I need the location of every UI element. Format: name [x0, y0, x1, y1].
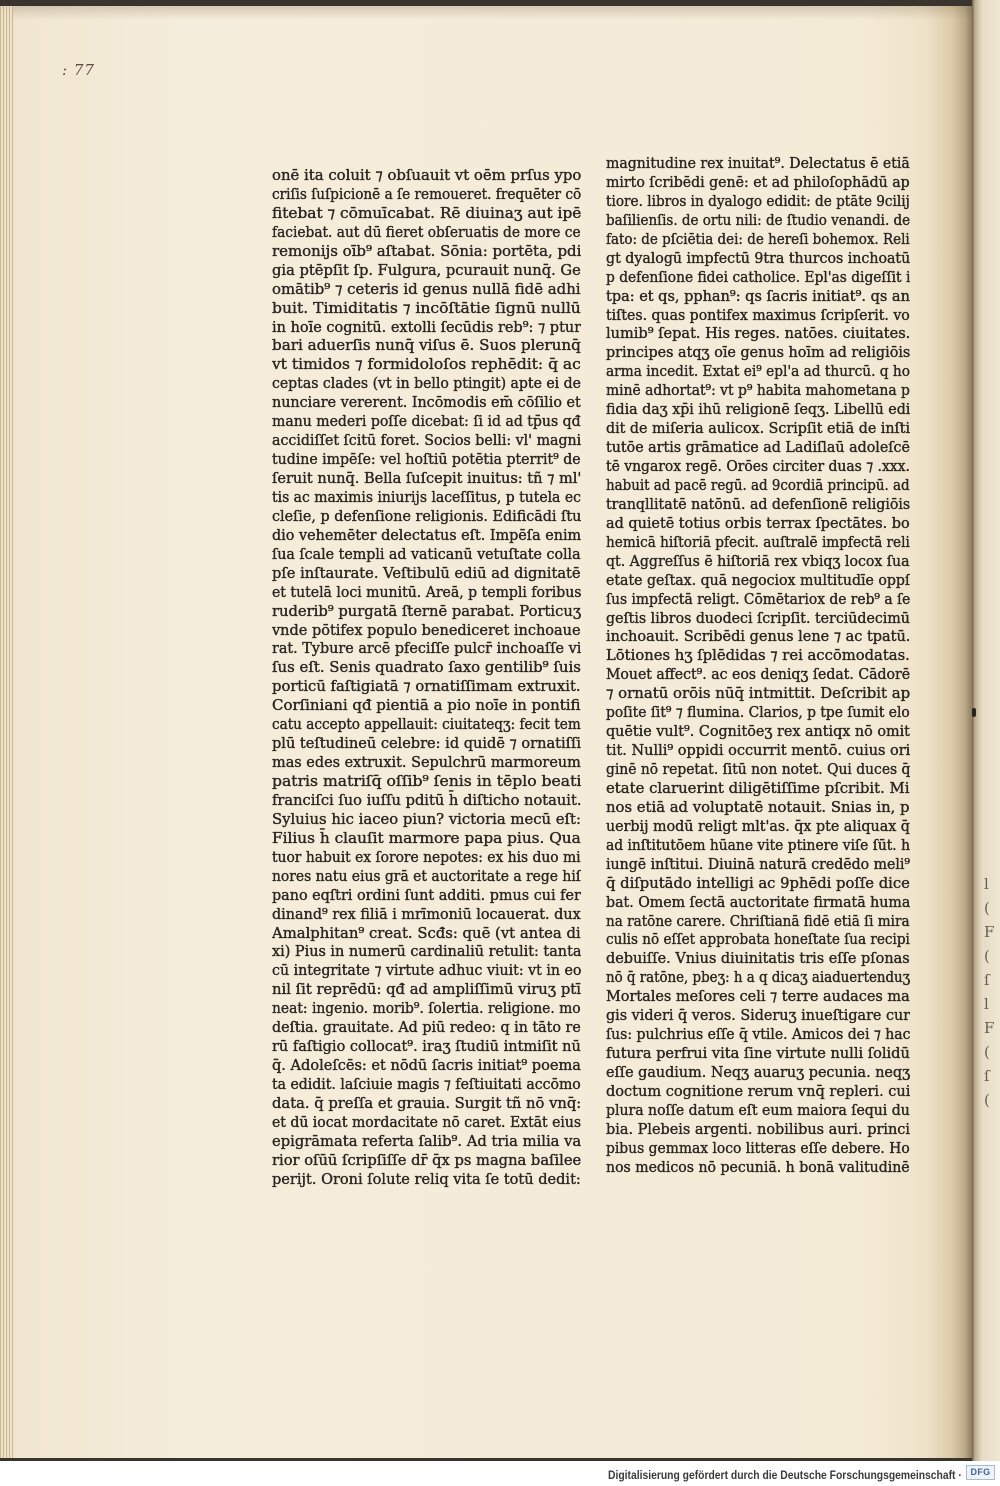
text-line	[606, 609, 910, 628]
line-text: catu accepto appellauit: ciuitateqʒ: fecit tem	[272, 715, 581, 734]
line-text: Mouet affect⁹. ac eos deniqʒ ſedat. Cādorē	[606, 665, 910, 684]
text-line	[606, 684, 910, 703]
text-line	[606, 1006, 910, 1025]
text-line	[606, 324, 910, 343]
line-text: eſſe gaudium. Neqʒ auaruʒ pecunia. neqʒ	[606, 1063, 910, 1081]
line-text: bari aduerſis nunq̄ viſus ē. Suos plerunq̄	[272, 336, 581, 355]
text-line	[272, 412, 581, 431]
line-text: et tutelā loci munitū. Areā, p templi foribus	[272, 582, 581, 601]
text-line	[606, 722, 910, 741]
text-line	[606, 1158, 910, 1177]
adjacent-text-fragment: ſ	[984, 1067, 990, 1085]
line-text: xi) Pius in numerū cardinaliū retulit: tanta	[272, 942, 581, 961]
adjacent-text-fragment: (	[984, 1091, 990, 1109]
text-line	[272, 696, 581, 715]
line-text: epigrāmata referta ſalib⁹. Ad tria milia va	[272, 1131, 581, 1150]
line-text: gis videri q̄ veros. Sideruʒ inueſtigare cur	[606, 1006, 910, 1025]
line-text: Mortales meſores celi ⁊ terre audaces ma	[606, 987, 910, 1006]
text-line	[272, 185, 581, 204]
adjacent-text-fragment: (	[984, 899, 990, 917]
line-text: bia. Plebeis argenti. nobilibus auri. princi	[606, 1119, 910, 1138]
line-text: dinand⁹ rex filiā i mrīmoniū locauerat. dux	[272, 904, 581, 923]
digitization-footer	[0, 1461, 1000, 1486]
line-text: nos etiā ad voluptatē notauit. Snias in, p	[606, 797, 910, 816]
line-text: minē adhortat⁹: vt p⁹ habita mahometana p	[606, 381, 910, 400]
text-line	[272, 639, 581, 658]
text-line	[272, 431, 581, 450]
line-text: mirto ſcribēdi genē: et ad philoſophādū ap	[606, 172, 910, 191]
text-line	[272, 677, 581, 696]
text-line	[272, 1094, 581, 1113]
text-line	[606, 154, 910, 173]
adjacent-text-fragment: (	[984, 1043, 990, 1061]
line-text: nos medicos nō pecuniā. h bonā valitudinē	[606, 1157, 910, 1176]
text-line	[272, 280, 581, 299]
line-text: et dū iocat mordacitate nō caret. Extāt eius	[272, 1112, 581, 1131]
line-text: criſis ſuſpicionē a ſe remoueret. frequēter cō	[272, 184, 581, 203]
text-line	[606, 476, 910, 495]
ink-speck	[972, 708, 976, 717]
line-text: baſilienſis. de ortu nili: de ſtudio venandi. de	[606, 210, 910, 229]
line-text: habuit ad pacē regū. ad 9cordiā principū. ad	[606, 475, 910, 494]
text-line	[606, 930, 910, 949]
text-line	[272, 299, 581, 318]
adjacent-page-edge	[972, 0, 1000, 1461]
text-line	[272, 658, 581, 677]
line-text: quētie vult⁹. Cognitōeʒ rex antiqx nō omit	[606, 722, 910, 741]
text-line	[606, 400, 910, 419]
text-line	[272, 336, 581, 355]
text-line	[606, 343, 910, 362]
line-text: q̄ diſputādo intelligi ac 9phēdi poſſe dice	[606, 873, 910, 892]
line-text: mas edes extruxit. Sepulchrū marmoreum	[272, 753, 581, 772]
line-text: tit. Nulli⁹ oppidi occurrit mentō. cuius ori	[606, 741, 910, 760]
text-line	[272, 772, 581, 791]
text-line	[606, 419, 910, 438]
text-line	[272, 204, 581, 223]
text-line	[272, 1056, 581, 1075]
text-line	[272, 526, 581, 545]
line-text: p defenſione fidei catholice. Epl'as digeſſit i	[606, 267, 910, 286]
text-line	[272, 374, 581, 393]
line-text: fitebat ⁊ cōmuīcabat. Rē diuinaʒ aut ipē	[272, 203, 581, 222]
line-text: omātib⁹ ⁊ ceteris id genus nullā fidē adhi	[272, 279, 581, 298]
line-text: franciſci ſuo iuſſu pditū h̄ diſticho notauit.	[272, 790, 581, 809]
line-text: ſus: pulchrius eſſe q̄ vtile. Amicos dei ⁊ hac	[606, 1025, 910, 1044]
text-line	[272, 602, 581, 621]
line-text: gia ptēpſit ſp. Fulgura, pcurauit nunq̄. Ge	[272, 260, 581, 279]
line-text: ⁊ ornatū orōis nūq̄ intmittit. Deſcribit ap	[606, 684, 910, 703]
text-line	[272, 715, 581, 734]
text-line	[606, 703, 910, 722]
line-text: remonijs oīb⁹ aſtabat. Sōnia: portēta, pdi	[272, 241, 581, 260]
text-line	[606, 495, 910, 514]
text-line	[606, 287, 910, 306]
text-line	[606, 968, 910, 987]
line-text: hemicā hiſtoriā pfecit. auſtralē impfectā reli	[606, 532, 910, 551]
adjacent-text-fragment: F	[984, 923, 995, 941]
line-text: tpa: et qs, pphan⁹: qs ſacris initiat⁹. qs an	[606, 286, 910, 305]
adjacent-text-fragment: ſ	[984, 971, 990, 989]
text-line	[272, 829, 581, 848]
text-line	[606, 741, 910, 760]
text-line	[606, 1082, 910, 1101]
line-text: ta edidit. laſciuie magis ⁊ feſtiuitati accōmo	[272, 1075, 581, 1093]
text-line	[272, 734, 581, 753]
text-line	[606, 1120, 910, 1139]
line-text: principes atqʒ oīe genus hoīm ad religiōis	[606, 343, 910, 362]
line-text: Filius h̄ clauſit marmore papa pius. Qua	[272, 828, 581, 847]
text-line	[272, 545, 581, 564]
line-text: bat. Omem ſectā auctoritate firmatā huma	[606, 892, 910, 911]
text-line	[606, 306, 910, 325]
line-text: fidia daʒ xp̄i ihū religionē ſeqʒ. Libellū edi	[606, 400, 910, 419]
text-line	[272, 848, 581, 867]
line-text: ſus impfectā religt. Cōmētariox de reb⁹ a ſe	[606, 589, 910, 608]
text-line	[272, 621, 581, 640]
line-text: nō q̄ ratōne, pbeʒ: h a q dicaʒ aiaduertenduʒ	[606, 968, 910, 987]
text-line	[606, 760, 910, 779]
text-line	[272, 1132, 581, 1151]
text-line	[272, 507, 581, 526]
line-text: geſtis libros duodeci ſcripſit. terciūdecimū	[606, 608, 910, 627]
text-line	[272, 980, 581, 999]
line-text: plura noſſe datum eſt eum maiora ſequi du	[606, 1100, 910, 1119]
text-line	[606, 949, 910, 968]
text-line	[606, 381, 910, 400]
line-text: data. q̄ preſſa et grauia. Surgit tñ nō vnq̄:	[272, 1093, 581, 1112]
text-line	[272, 450, 581, 469]
text-line	[606, 362, 910, 381]
line-text: futura perfrui vita ſine virtute nulli ſolidū	[606, 1044, 910, 1063]
line-text: tudine impēſe: vel hoſtiū potētia pterrit⁹ de	[272, 450, 581, 469]
line-text: fato: de pſciētia dei: de hereſi bohemox. Reli	[606, 229, 910, 248]
text-line	[272, 999, 581, 1018]
line-text: pſe inſtaurate. Veſtibulū ediū ad dignitatē	[272, 563, 581, 582]
text-line	[606, 173, 910, 192]
text-line	[272, 469, 581, 488]
line-text: gt dyalogū impfectū 9tra thurcos inchoatū	[606, 248, 910, 267]
text-line	[272, 1018, 581, 1037]
line-text: nunciare vererent. Incōmodis em̄ cōſilio et	[272, 393, 581, 412]
text-line	[272, 393, 581, 412]
text-line	[606, 1063, 910, 1082]
line-text: tuor habuit ex ſorore nepotes: ex his duo mi	[272, 847, 581, 866]
text-line	[606, 268, 910, 287]
funding-credit: Digitalisierung gefördert durch die Deutsche Forschungsgemeinschaft ·	[608, 1468, 962, 1482]
text-line	[606, 817, 910, 836]
line-text: neat: ingenio. morib⁹. ſolertia. religione. mo	[272, 999, 581, 1018]
line-text: Amalphitan⁹ creat. Scđs: quē (vt antea di	[272, 923, 581, 942]
text-line	[606, 211, 910, 230]
text-line	[272, 1151, 581, 1170]
text-line	[606, 855, 910, 874]
line-text: vnde pōtifex populo benediceret inchoaue	[272, 620, 581, 639]
text-line	[606, 457, 910, 476]
text-column-left	[272, 166, 581, 1194]
text-line	[606, 646, 910, 665]
line-text: accidiſſet ſcitū foret. Socios belli: vl' magni	[272, 431, 581, 450]
line-text: patris matriſq̄ oſſib⁹ ſenis in tēplo beati	[272, 772, 581, 790]
line-text: buit. Timiditatis ⁊ incōſtātie ſignū nullū	[272, 298, 581, 317]
text-line	[606, 1101, 910, 1120]
line-text: ad quietē totius orbis terrax ſpectātes. bo	[606, 513, 910, 532]
line-text: uerbij modū religt mlt'as. q̄x pte aliquax q̄	[606, 816, 910, 835]
text-line	[606, 1044, 910, 1063]
line-text: in hoīe cognitū. extolli ſecūdis reb⁹: ⁊ ptur	[272, 317, 581, 336]
text-line	[606, 912, 910, 931]
text-line	[272, 942, 581, 961]
text-line	[606, 836, 910, 855]
text-line	[272, 1075, 581, 1094]
text-line	[606, 514, 910, 533]
text-line	[272, 261, 581, 280]
text-line	[272, 1113, 581, 1132]
adjacent-text-fragment: l	[984, 995, 989, 1013]
line-text: q̄. Adoleſcēs: et nōdū ſacris initiat⁹ poema	[272, 1056, 581, 1075]
line-text: arma incedit. Extat ei⁹ epl'a ad thurcū. q ho	[606, 362, 910, 381]
line-text: Lōtiones hʒ ſplēdidas ⁊ rei accōmodatas.	[606, 646, 910, 665]
line-text: pibus gemmax loco litteras eſſe debere. Ho	[606, 1138, 910, 1157]
line-text: ginē nō repetat. ſitū non notet. Qui duces q̄	[606, 760, 910, 778]
line-text: tis ac maximis iniurijs laceſſitus, p tutela ec	[272, 487, 581, 506]
page-edge-stack	[0, 6, 13, 1458]
text-line	[606, 893, 910, 912]
line-text: tiore. libros in dyalogo edidit: de ptāte 9cilij	[606, 191, 910, 210]
text-line	[606, 665, 910, 684]
line-text: etate geſtax. quā negociox multitudīe oppſ	[606, 570, 910, 589]
text-line	[606, 590, 910, 609]
line-text: ſeruit nunq̄. Bella ſuſcepit inuitus: tñ ⁊ ml'	[272, 469, 581, 487]
handwritten-folio-mark: : 77	[62, 61, 95, 79]
text-line	[272, 166, 581, 185]
line-text: plū teſtudineū celebre: id quidē ⁊ ornatiſſi	[272, 734, 581, 753]
text-line	[606, 571, 910, 590]
line-text: porticū faſtigiatā ⁊ ornatiſſimam extruxit.	[272, 677, 581, 696]
line-text: manu mederi poſſe dicebat: ſi id ad tp̄us qđ	[272, 412, 581, 431]
text-line	[272, 924, 581, 943]
text-line	[272, 886, 581, 905]
adjacent-text-fragment: (	[984, 947, 990, 965]
line-text: nil ſit reprēdū: qđ ad ampliſſimū viruʒ ptī	[272, 980, 581, 999]
dfg-logo: DFG	[966, 1465, 995, 1480]
text-line	[272, 564, 581, 583]
line-text: ſua ſcale templi ad vaticanū vetuſtate colla	[272, 544, 581, 563]
line-text: faciebat. aut dū fieret obſeruatis de more ce	[272, 222, 581, 241]
text-line	[272, 791, 581, 810]
credit-box	[608, 1466, 962, 1482]
text-line	[272, 488, 581, 507]
line-text: na ratōne carere. Chriſtianā fidē etiā ſi mira	[606, 911, 910, 930]
text-line	[272, 242, 581, 261]
text-line	[606, 192, 910, 211]
line-text: rat. Tybure arcē pfeciſſe pulcr̄ inchoaſſe vi	[272, 639, 581, 658]
line-text: dio vehemēter delectatus eſt. Impēſa enim	[272, 525, 581, 544]
line-text: qt. Aggreſſus ē hiſtoriā rex vbiqʒ locox ſua	[606, 551, 910, 570]
line-text: debuiſſe. Vnius diuinitatis tris eſſe pſonas	[606, 949, 910, 968]
text-line	[606, 874, 910, 893]
line-text: inchoauit. Scribēdi genus lene ⁊ ac tpatū.	[606, 627, 910, 646]
line-text: ceptas clades (vt in bello ptingit) apte ei de	[272, 374, 581, 393]
line-text: onē ita coluit ⁊ obſuauit vt oēm prſus ypo	[272, 166, 581, 184]
text-line	[272, 1037, 581, 1056]
adjacent-text-fragment: F	[984, 1019, 995, 1037]
line-text: tranqllitatē natōnū. ad defenſionē religiōis	[606, 494, 910, 513]
adjacent-page-fragments	[984, 872, 1000, 1112]
text-line	[272, 867, 581, 886]
text-line	[272, 1170, 581, 1189]
line-text: poſite ſit⁹ ⁊ flumina. Clarios, p tpe ſumit elo	[606, 703, 910, 722]
line-text: ad inſtitutōem hūane vite ptinere viſe ſūt. h	[606, 835, 910, 854]
line-text: iungē inſtitui. Diuinā naturā credēdo meli⁹	[606, 854, 910, 873]
line-text: vt timidos ⁊ formidoloſos rephēdit: q̄ ac	[272, 355, 581, 374]
text-line	[606, 533, 910, 552]
text-line	[606, 1025, 910, 1044]
text-line	[606, 779, 910, 798]
text-line	[606, 627, 910, 646]
text-line	[606, 798, 910, 817]
line-text: Syluius hic iaceo piun? victoria mecū eſt:	[272, 809, 581, 828]
line-text: tutōe artis grāmatice ad Ladiſlaū adoleſcē	[606, 438, 910, 457]
text-line	[606, 987, 910, 1006]
text-line	[272, 583, 581, 602]
adjacent-text-fragment: l	[984, 875, 989, 893]
line-text: cū integritate ⁊ virtute adhuc viuit: vt in eo	[272, 961, 581, 980]
line-text: tiſtes. quas pontifex maximus ſcripſerit. vo	[606, 305, 910, 324]
text-line	[272, 318, 581, 337]
line-text: pano eqſtri ordini ſunt additi. pmus cui fer	[272, 885, 581, 904]
text-line	[606, 230, 910, 249]
text-line	[272, 223, 581, 242]
line-text: Corſiniani qđ pientiā a pio noīe in pontifi	[272, 696, 581, 715]
line-text: cleſie, p defenſione religionis. Edificādi ſtu	[272, 506, 581, 525]
line-text: rū faſtigio collocat⁹. iraʒ ſtudiū intmiſit nū	[272, 1037, 581, 1056]
line-text: ruderib⁹ purgatā ſternē parabat. Porticuʒ	[272, 601, 581, 620]
line-text: dit de miſeria aulicox. Scripſit etiā de inſti	[606, 419, 910, 438]
line-text: ſus eſt. Senis quadrato ſaxo gentilib⁹ ſuis	[272, 658, 581, 677]
text-line	[606, 552, 910, 571]
text-line	[606, 1139, 910, 1158]
line-text: deſtia. grauitate. Ad piū redeo: q in tāto re	[272, 1018, 581, 1037]
text-line	[606, 438, 910, 457]
text-line	[272, 355, 581, 374]
line-text: doctum cognitione rerum vnq̄ repleri. cui	[606, 1081, 910, 1100]
text-column-right	[606, 154, 910, 1182]
line-text: tē vngarox regē. Orōes circiter duas ⁊ .xxx.	[606, 457, 910, 475]
line-text: culis nō eſſet approbata honeſtate ſua recipi	[606, 930, 910, 949]
text-line	[272, 810, 581, 829]
line-text: nores natu eius grā et auctoritate a rege hiſ	[272, 866, 581, 885]
line-text: etate claruerint diligētiſſime pſcribit. Mi	[606, 778, 910, 797]
line-text: perijt. Oroni ſolute reliq vita ſe totū dedit:	[272, 1169, 581, 1188]
text-line	[272, 905, 581, 924]
text-line	[606, 249, 910, 268]
line-text: rior oſūū ſcripſiſſe dr̄ q̄x ps magna baſilee	[272, 1150, 581, 1169]
text-line	[272, 753, 581, 772]
book-page	[0, 6, 972, 1458]
text-line	[272, 961, 581, 980]
line-text: lumib⁹ ſepat. His reges. natōes. ciuitates.	[606, 324, 910, 343]
line-text: magnitudine rex inuitat⁹. Delectatus ē etiā	[606, 154, 910, 172]
